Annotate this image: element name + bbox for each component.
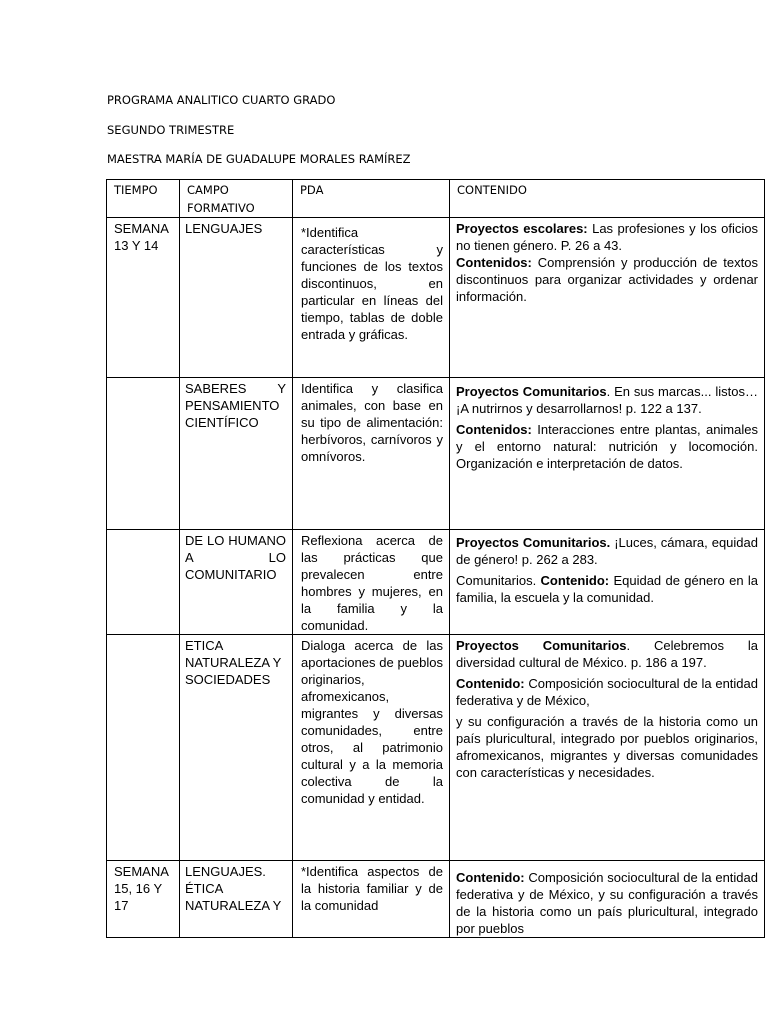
campo-cell: LENGUAJES. ÉTICA NATURALEZA Y (180, 861, 293, 938)
trimester-label: SEGUNDO TRIMESTRE (107, 123, 235, 137)
contenido-label: Contenido: (540, 573, 610, 588)
pda-cell: Identifica y clasifica animales, con base en su tipo de alimentación: herbívoros, carnívoros y omnívoros. (293, 378, 450, 530)
contenido-text: Composición sociocultural de la entidad federativa y de México, (456, 676, 758, 708)
table-header-row (107, 180, 765, 218)
contenido-text: . Celebremos la diversidad cultural de México. p. 186 a 197. (456, 638, 758, 670)
contenido-label: Contenidos: (456, 422, 532, 437)
header-campo-formativo: CAMPO FORMATIVO (180, 180, 293, 218)
table-row (107, 861, 765, 938)
table-row (107, 378, 765, 530)
campo-cell: LENGUAJES (180, 218, 293, 378)
contenido-label: Contenido: (456, 870, 525, 885)
contenido-cell (450, 861, 765, 938)
contenido-label: Proyectos Comunitarios (456, 384, 607, 399)
campo-cell: SABERES Y PENSAMIENTO CIENTÍFICO (180, 378, 293, 530)
contenido-cell (450, 635, 765, 861)
document-title: PROGRAMA ANALITICO CUARTO GRADO (107, 93, 336, 107)
contenido-text: Comprensión y producción de textos discontinuos para organizar actividades y ordenar información. (456, 255, 758, 304)
teacher-name: MAESTRA MARÍA DE GUADALUPE MORALES RAMÍREZ (107, 152, 411, 166)
pda-text: *Identifica características y funciones de los textos discontinuos, en particular en líneas del tiempo, tablas de doble entrada y gráficas. (301, 225, 443, 342)
pda-cell: Dialoga acerca de las aportaciones de pueblos originarios, afromexicanos, migrantes y diversas comunidades, entre otros, al patrimonio cultural y a la memoria colectiva de la comunidad y entidad. (293, 635, 450, 861)
table-row (107, 635, 765, 861)
pda-cell: *Identifica aspectos de la historia familiar y de la comunidad (293, 861, 450, 938)
contenido-text: Comunitarios. (456, 573, 541, 588)
contenido-cell (450, 378, 765, 530)
contenido-label: Proyectos Comunitarios. (456, 535, 611, 550)
tiempo-cell (107, 635, 180, 861)
contenido-label: Proyectos escolares: (456, 221, 588, 236)
contenido-label: Contenido: (456, 676, 525, 691)
contenido-text: Composición sociocultural de la entidad federativa y de México, y su configuración a través de la historia como un país pluricultural, integrado por pueblos (456, 870, 758, 936)
campo-cell: DE LO HUMANO A LO COMUNITARIO (180, 530, 293, 635)
pda-cell: Reflexiona acerca de las prácticas que prevalecen entre hombres y mujeres, en la familia y la comunidad. (293, 530, 450, 635)
tiempo-cell (107, 530, 180, 635)
tiempo-cell: SEMANA 15, 16 Y 17 (107, 861, 180, 938)
contenido-text: ¡Luces, cámara, equidad de género! p. 262 a 283. (456, 535, 758, 567)
header-contenido: CONTENIDO (450, 180, 765, 218)
contenido-text: Interacciones entre plantas, animales y el entorno natural: nutrición y locomoción. Organización e interpretación de datos. (456, 422, 758, 471)
contenido-text: Equidad de género en la familia, la escuela y la comunidad. (456, 573, 758, 605)
contenido-text: y su configuración a través de la historia como un país pluricultural, integrado por pueblos originarios, afromexicanos, migrantes y diversas comunidades con características y necesidades. (456, 714, 758, 780)
table-row (107, 530, 765, 635)
program-table (106, 179, 765, 938)
tiempo-cell (107, 378, 180, 530)
contenido-text: . En sus marcas... listos… ¡A nutrirnos y desarrollarnos! p. 122 a 137. (456, 384, 758, 416)
campo-cell: ETICA NATURALEZA Y SOCIEDADES (180, 635, 293, 861)
contenido-text: Las profesiones y los oficios no tienen género. P. 26 a 43. (456, 221, 759, 253)
header-pda: PDA (293, 180, 450, 218)
tiempo-cell: SEMANA 13 Y 14 (107, 218, 180, 378)
table-row (107, 218, 765, 378)
contenido-label: Contenidos: (456, 255, 532, 270)
contenido-cell (450, 530, 765, 635)
contenido-label: Proyectos Comunitarios (456, 638, 627, 653)
header-tiempo: TIEMPO (107, 180, 180, 218)
contenido-cell (450, 218, 765, 378)
pda-cell (293, 218, 450, 378)
